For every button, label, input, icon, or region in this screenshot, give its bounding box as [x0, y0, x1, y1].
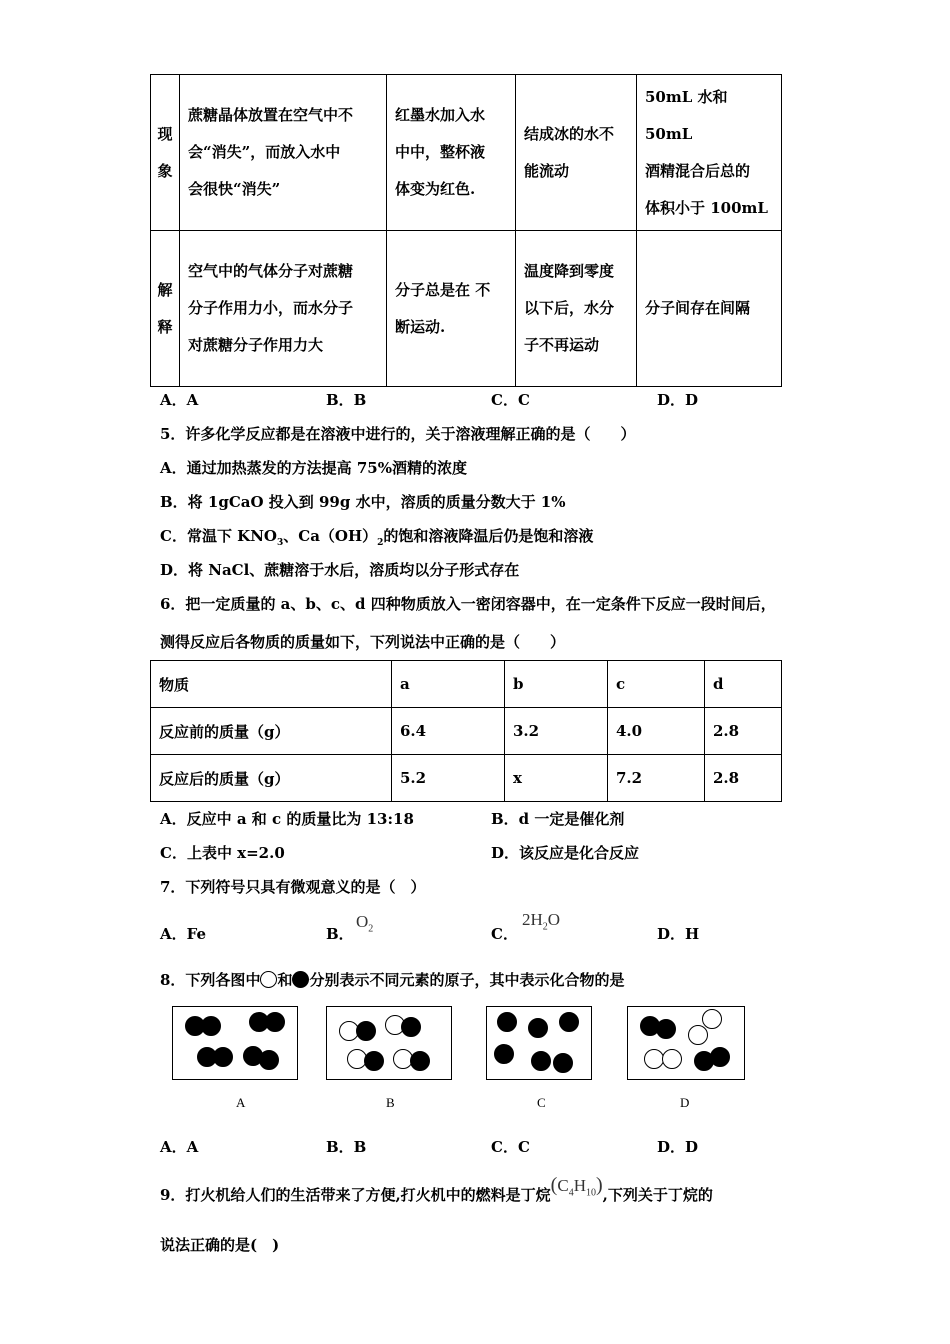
atom-icon: [356, 1021, 376, 1041]
q4-option-d[interactable]: D．D: [657, 391, 699, 409]
q8-option-b[interactable]: B．B: [326, 1138, 367, 1156]
q6-cell: 2.8: [705, 755, 782, 802]
atom-icon: [702, 1009, 722, 1029]
q9-stem-post: ,下列关于丁烷的: [602, 1186, 713, 1204]
q6-cell: 3.2: [505, 708, 608, 755]
q7-option-a[interactable]: A．Fe: [160, 925, 207, 943]
q7-formula-o2-sub: 2: [368, 923, 374, 935]
q6-option-a[interactable]: A．反应中 a 和 c 的质量比为 13:18: [160, 810, 414, 828]
q8-stem-pre: 8．下列各图中: [160, 971, 261, 989]
atom-icon: [662, 1049, 682, 1069]
q4-table: [150, 74, 782, 387]
q6-stem-line-1: 6．把一定质量的 a、b、c、d 四种物质放入一密闭容器中，在一定条件下反应一段时间后，: [160, 595, 776, 613]
q8-option-c[interactable]: C．C: [491, 1138, 530, 1156]
q6-cell: x: [505, 755, 608, 802]
q7-option-c-label: C．: [491, 925, 518, 943]
q9-formula-h: H: [573, 1176, 586, 1195]
row-header-phenomenon: 现 象: [151, 75, 180, 231]
q6-th-c: c: [608, 661, 705, 708]
atom-icon: [710, 1047, 730, 1067]
q6-cell: 4.0: [608, 708, 705, 755]
atom-icon: [559, 1012, 579, 1032]
q8-panel-label-b: B: [386, 1095, 395, 1110]
atom-icon: [401, 1017, 421, 1037]
atom-icon: [644, 1049, 664, 1069]
q6-cell: 反应前的质量（g）: [151, 708, 392, 755]
q5-option-c-text-2: 、Ca（OH）: [283, 527, 378, 545]
atom-icon: [656, 1019, 676, 1039]
phenomenon-1: 蔗糖晶体放置在空气中不 会“消失”，而放入水中 会很快“消失”: [180, 75, 387, 231]
q8-option-a[interactable]: A．A: [160, 1138, 199, 1156]
q6-table: [150, 660, 782, 802]
q8-stem: [160, 970, 624, 990]
q6-cell: 5.2: [392, 755, 505, 802]
q5-option-c-text-1: C．常温下 KNO: [160, 527, 277, 545]
q7-option-b-label: B．: [326, 925, 354, 943]
q6-cell: 反应后的质量（g）: [151, 755, 392, 802]
phenomenon-3: 结成冰的水不 能流动: [516, 75, 637, 231]
q6-th-a: a: [392, 661, 505, 708]
table-row: [151, 755, 782, 802]
q7-formula-o2: [356, 912, 373, 934]
q8-panel-label-a: A: [236, 1095, 246, 1110]
q7-formula-2h2o-sub: 2: [542, 921, 548, 933]
q6-th-substance: 物质: [151, 661, 392, 708]
atom-icon: [259, 1050, 279, 1070]
q6-option-c[interactable]: C．上表中 x=2.0: [160, 844, 285, 862]
q4-option-a[interactable]: A．A: [160, 391, 199, 409]
q6-cell: 6.4: [392, 708, 505, 755]
q7-option-c[interactable]: [491, 924, 518, 944]
q5-option-d[interactable]: D．将 NaCl、蔗糖溶于水后，溶质均以分子形式存在: [160, 561, 520, 579]
q9-formula-c: C: [557, 1176, 569, 1195]
q6-stem-line-2: 测得反应后各物质的质量如下，下列说法中正确的是（ ）: [160, 633, 566, 651]
q4-option-c[interactable]: C．C: [491, 391, 530, 409]
q8-panel-b: [326, 1006, 452, 1080]
q6-cell: 7.2: [608, 755, 705, 802]
atom-icon: [265, 1012, 285, 1032]
q9-formula-h-sub: 10: [585, 1187, 596, 1199]
q8-option-d[interactable]: D．D: [657, 1138, 699, 1156]
q8-panel-c: [486, 1006, 592, 1080]
q7-formula-2h2o-pre: 2H: [522, 910, 543, 929]
q5-option-a[interactable]: A．通过加热蒸发的方法提高 75%酒精的浓度: [160, 459, 467, 477]
q7-option-b[interactable]: [326, 924, 354, 944]
q9-formula: $(C_4H_{10})$: [550, 1174, 603, 1199]
q5-stem: 5．许多化学反应都是在溶液中进行的，关于溶液理解正确的是（ ）: [160, 425, 636, 443]
q8-panel-a: [172, 1006, 298, 1080]
q5-option-c[interactable]: [160, 526, 593, 553]
table-row: [151, 708, 782, 755]
explanation-2: 分子总是在 不 断运动.: [387, 231, 516, 387]
q7-stem: 7．下列符号只具有微观意义的是（ ）: [160, 878, 426, 896]
atom-icon: [531, 1051, 551, 1071]
q7-option-d[interactable]: D．H: [657, 925, 700, 943]
atom-icon: [201, 1016, 221, 1036]
q6-option-d[interactable]: D．该反应是化合反应: [491, 844, 640, 862]
white-atom-icon: [260, 971, 277, 988]
q6-cell: 2.8: [705, 708, 782, 755]
atom-icon: [213, 1047, 233, 1067]
atom-icon: [497, 1012, 517, 1032]
phenomenon-2: 红墨水加入水 中中，整杯液 体变为红色.: [387, 75, 516, 231]
q4-option-b[interactable]: B．B: [326, 391, 367, 409]
explanation-4: 分子间存在间隔: [637, 231, 782, 387]
row-header-explanation: 解 释: [151, 231, 180, 387]
atom-icon: [364, 1051, 384, 1071]
atom-icon: [410, 1051, 430, 1071]
q9-stem-line-2: 说法正确的是( ): [160, 1236, 280, 1254]
q5-option-c-sub-2: 2: [377, 538, 384, 548]
q8-panel-label-d: D: [680, 1095, 690, 1110]
q6-th-d: d: [705, 661, 782, 708]
q5-option-b[interactable]: B．将 1gCaO 投入到 99g 水中，溶质的质量分数大于 1%: [160, 493, 566, 511]
explanation-3: 温度降到零度 以下后，水分 子不再运动: [516, 231, 637, 387]
q9-stem-line-1: [160, 1174, 713, 1212]
atom-icon: [528, 1018, 548, 1038]
q9-stem-pre: 9．打火机给人们的生活带来了方便,打火机中的燃料是丁烷: [160, 1186, 551, 1204]
phenomenon-4: 50mL 水和 50mL 酒精混合后总的 体积小于 100mL: [637, 75, 782, 231]
atom-icon: [494, 1044, 514, 1064]
explanation-1: 空气中的气体分子对蔗糖 分子作用力小，而水分子 对蔗糖分子作用力大: [180, 231, 387, 387]
q7-formula-2h2o-post: O: [547, 910, 561, 929]
q6-th-b: b: [505, 661, 608, 708]
black-atom-icon: [292, 971, 309, 988]
q5-option-c-text-3: 的饱和溶液降温后仍是饱和溶液: [383, 527, 594, 545]
q5-option-c-sub-1: 3: [276, 538, 284, 548]
q8-panel-label-c: C: [537, 1095, 546, 1110]
q8-panel-d: [627, 1006, 745, 1080]
q8-stem-post: 分别表示不同元素的原子，其中表示化合物的是: [309, 971, 625, 989]
atom-icon: [688, 1025, 708, 1045]
q6-option-b[interactable]: B．d 一定是催化剂: [491, 810, 625, 828]
q8-stem-and: 和: [277, 971, 293, 989]
q7-formula-o2-main: O: [356, 912, 369, 931]
q7-formula-2h2o: [522, 910, 560, 932]
atom-icon: [553, 1053, 573, 1073]
q9-formula-c-sub: 4: [568, 1187, 574, 1199]
q6-table-header-row: [151, 661, 782, 708]
